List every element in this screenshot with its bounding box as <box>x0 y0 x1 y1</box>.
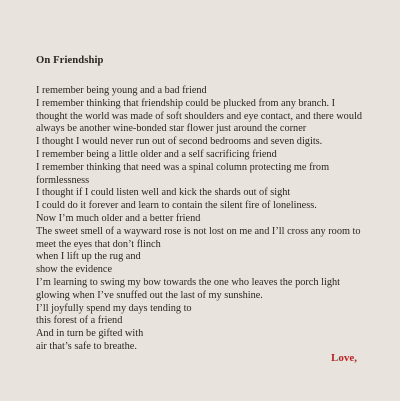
poem-line: always be another wine-bonded star flower just around the corner <box>36 123 307 135</box>
poem-line: when I lift up the rug and <box>36 251 141 263</box>
poem-line: meet the eyes that don’t flinch <box>36 238 161 250</box>
poem-line: Now I’m much older and a better friend <box>36 212 201 224</box>
poem-title: On Friendship <box>36 55 104 66</box>
poem-line: glowing when I’ve snuffed out the last of my sunshine. <box>36 289 263 301</box>
poem-line: I’ll joyfully spend my days tending to <box>36 302 192 314</box>
poem-line: I could do it forever and learn to contain the silent fire of loneliness. <box>36 200 317 212</box>
poem-line: I thought if I could listen well and kick the shards out of sight <box>36 187 291 199</box>
poem-line: air that’s safe to breathe. <box>36 340 137 352</box>
poem-line: formlessness <box>36 174 90 186</box>
poem-line: I thought I would never run out of second bedrooms and seven digits. <box>36 136 323 148</box>
poem-line: I’m learning to swing my bow towards the one who leaves the porch light <box>36 276 340 288</box>
poem-line: this forest of a friend <box>36 315 123 327</box>
poem-line: thought the world was made of soft shoulders and eye contact, and there would <box>36 110 362 122</box>
poem-line: The sweet smell of a wayward rose is not lost on me and I’ll cross any room to <box>36 225 361 237</box>
poem-line: I remember being a little older and a self sacrificing friend <box>36 148 277 160</box>
poem-body <box>36 85 376 354</box>
poem-line: show the evidence <box>36 264 113 276</box>
signoff: Love, <box>331 352 357 364</box>
poem-line: I remember being young and a bad friend <box>36 85 207 96</box>
poem-line: I remember thinking that need was a spinal column protecting me from <box>36 161 330 173</box>
poem-line: I remember thinking that friendship could be plucked from any branch. I <box>36 97 336 109</box>
poem-line: And in turn be gifted with <box>36 328 144 340</box>
